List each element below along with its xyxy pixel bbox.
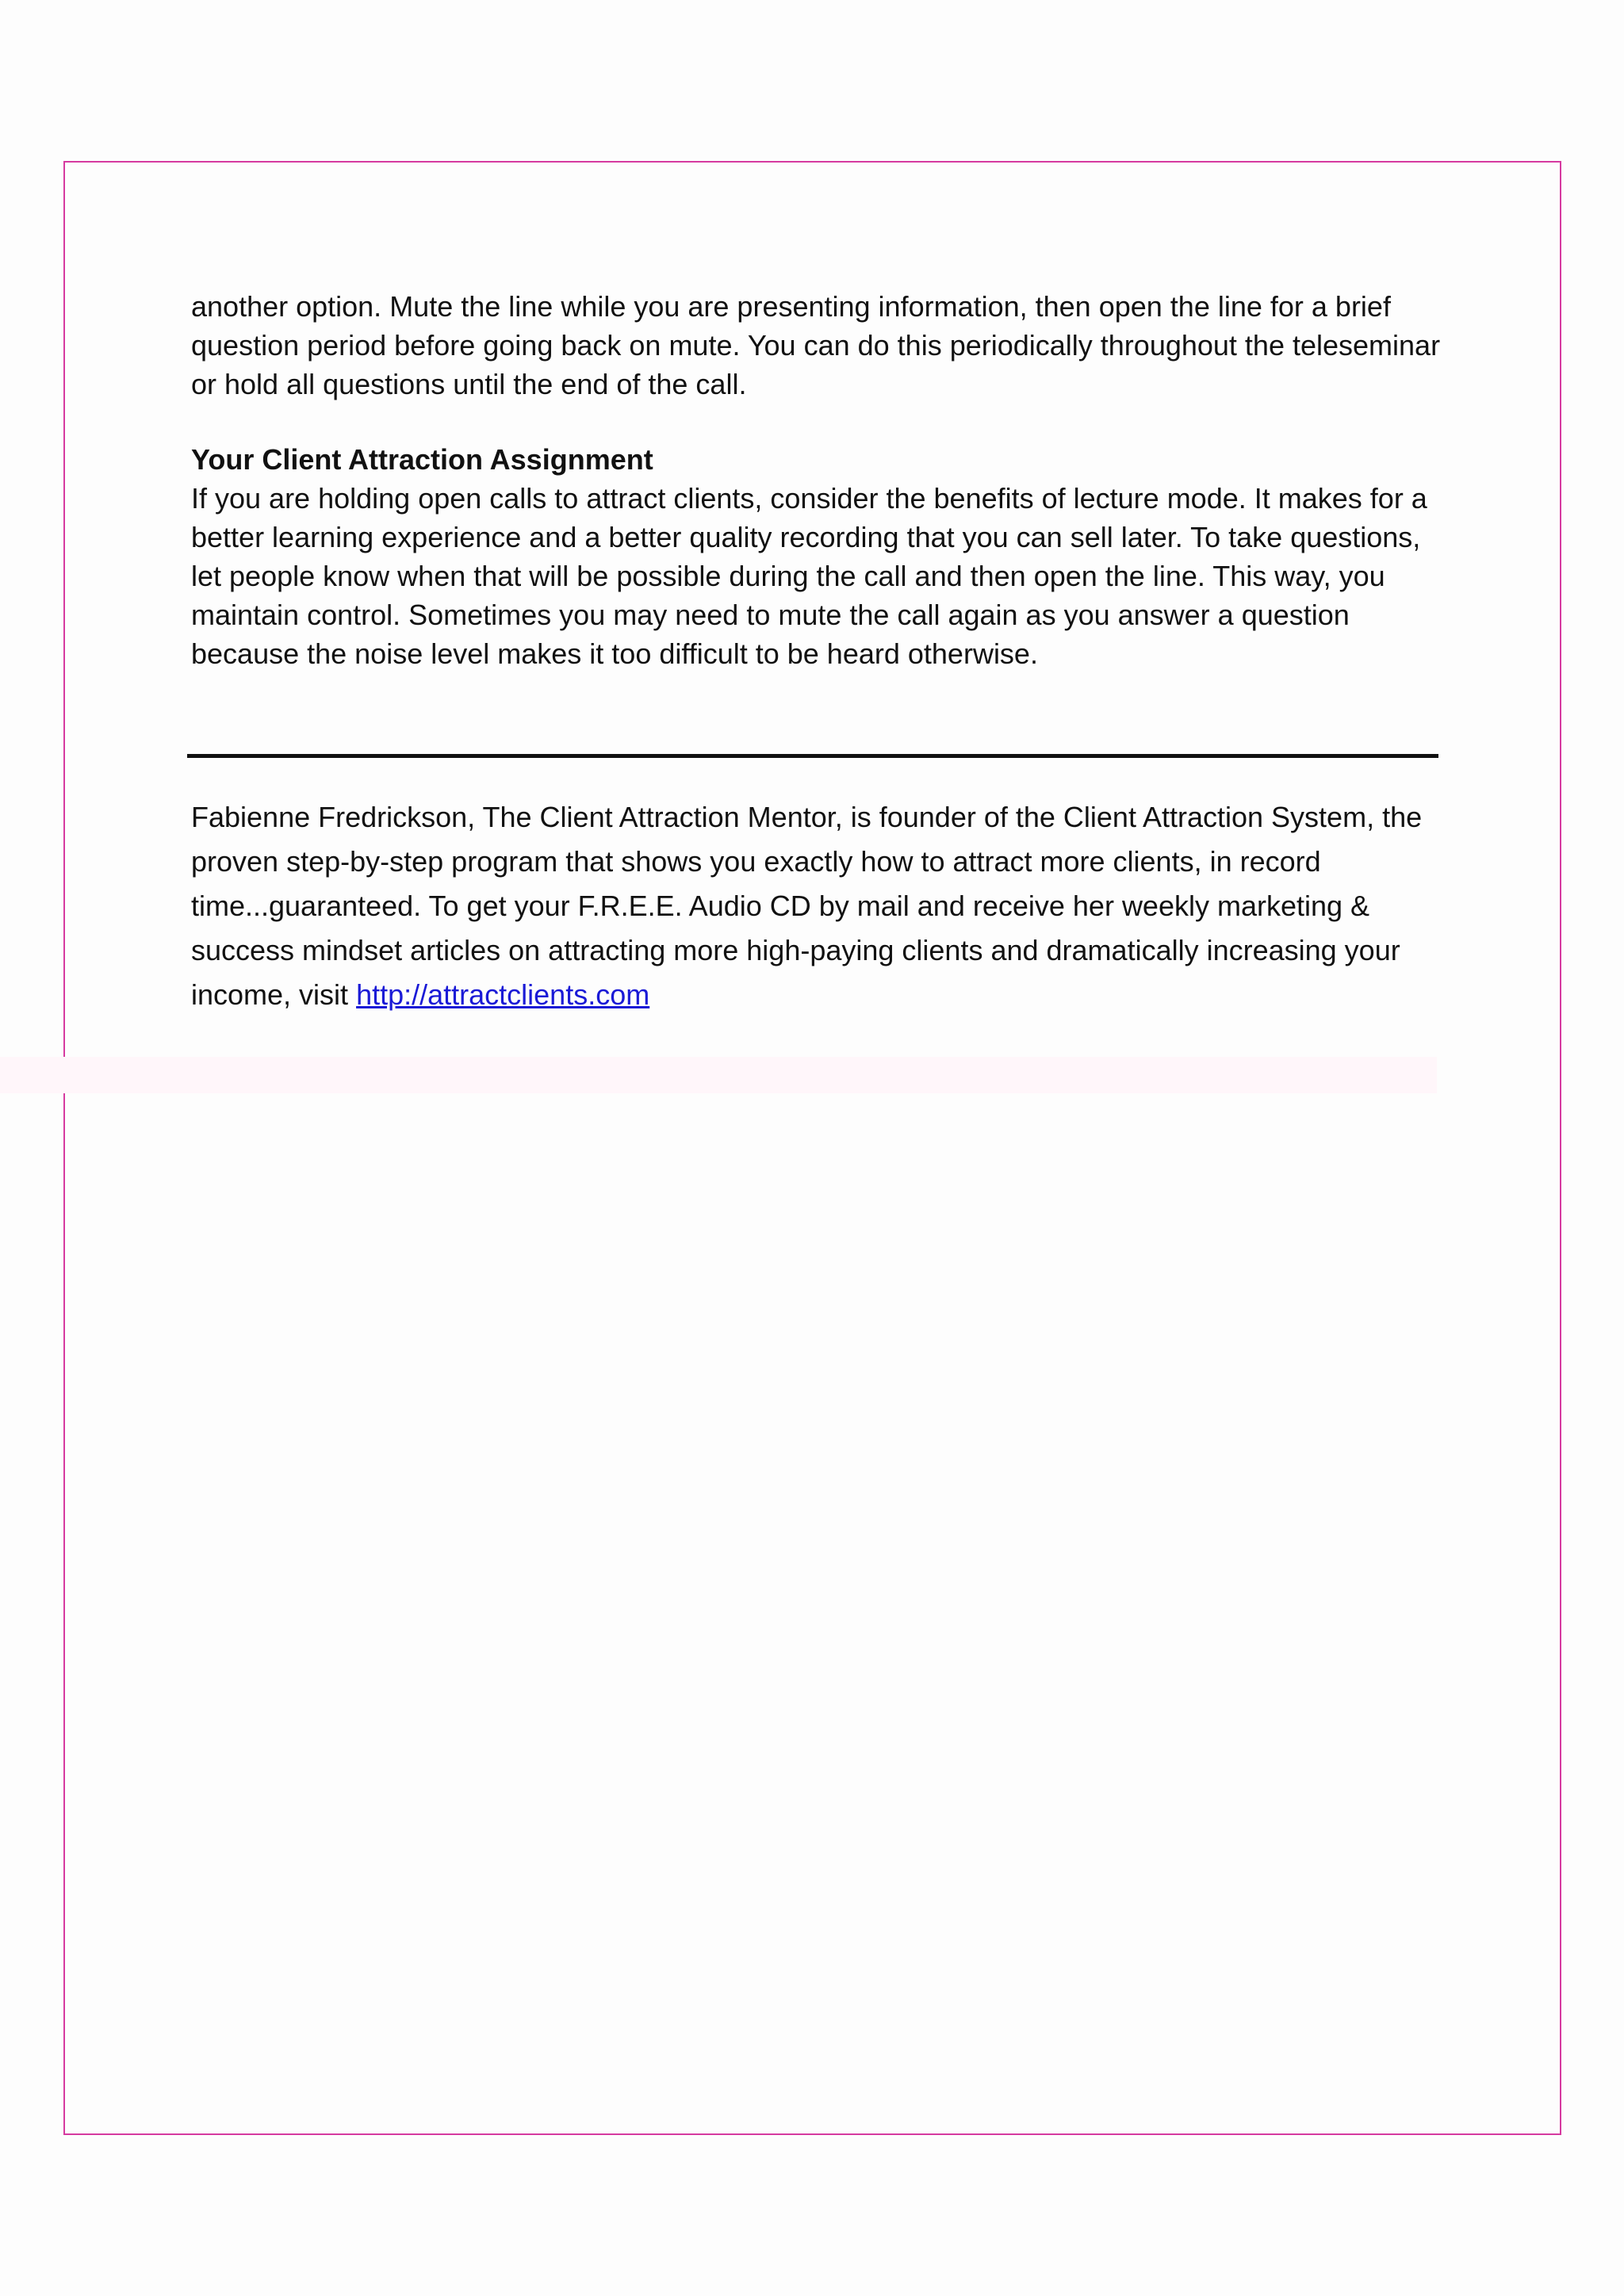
intro-paragraph: another option. Mute the line while you are presenting information, then open the line for a brief question period before going back on mute. You can do this periodically throughout the teleseminar or hold all questions until the end of the call. bbox=[191, 290, 1441, 400]
website-link[interactable]: http://attractclients.com bbox=[356, 978, 650, 1011]
assignment-paragraph: If you are holding open calls to attract clients, consider the benefits of lecture mode. It makes for a better learning experience and a better quality recording that you can sell later. To take questions, let people know when that will be possible during the call and then open the line. This way, you maintain control. Sometimes you may need to mute the call again as you answer a question because the noise level makes it too difficult to be heard otherwise. bbox=[191, 482, 1427, 670]
assignment-heading: Your Client Attraction Assignment bbox=[191, 443, 653, 476]
author-bio bbox=[191, 795, 1452, 1017]
document-body bbox=[191, 287, 1444, 673]
paragraph-spacer bbox=[191, 404, 1444, 440]
highlight-band bbox=[0, 1057, 1437, 1093]
author-bio-text: Fabienne Fredrickson, The Client Attraction Mentor, is founder of the Client Attraction System, the proven step-by-step program that shows you exactly how to attract more clients, in record time...guaranteed. To get your F.R.E.E. Audio CD by mail and receive her weekly marketing & success mindset articles on attracting more high-paying clients and dramatically increasing your income, visit bbox=[191, 801, 1423, 1011]
section-divider bbox=[187, 754, 1438, 758]
